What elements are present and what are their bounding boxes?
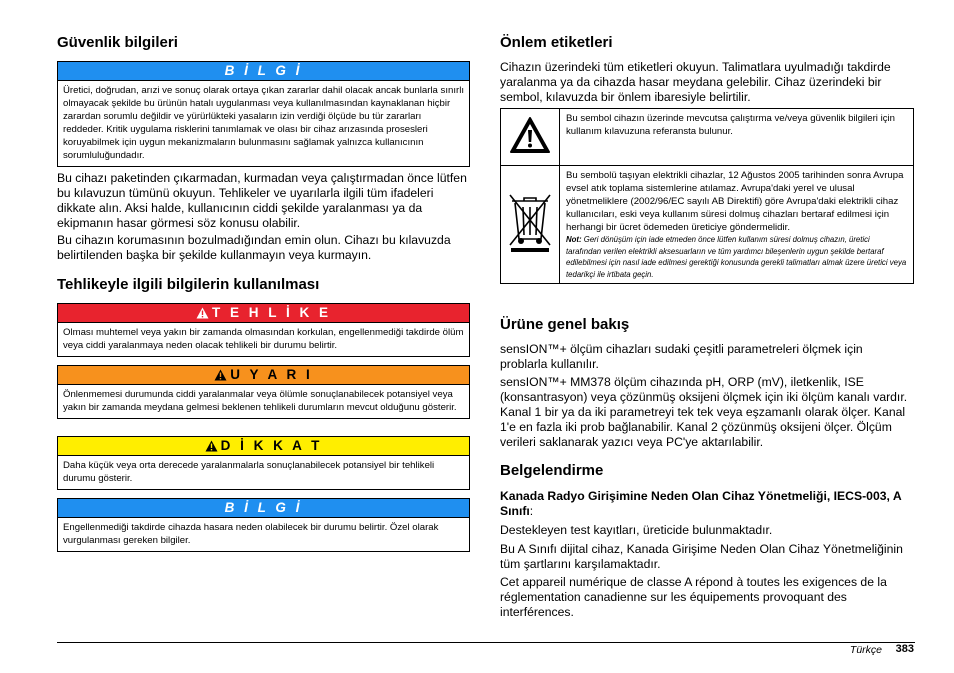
paragraph-protection: Bu cihazın korumasının bozulmadığından emin olun. Cihazı bu kılavuzda belirtilenden başka bir şekilde kullanmayın veya kurmayın. bbox=[57, 233, 451, 262]
paragraph-labels: Cihazın üzerindeki tüm etiketleri okuyun. Talimatlara uyulmadığı takdirde yaralanma ya da cihazda hasar meydana gelebilir. Cihaz üzerindeki bir sembol, kılavuzda bir önlem ibaresiyle belirtilir. bbox=[500, 60, 891, 104]
warning-triangle-icon bbox=[205, 440, 218, 452]
symbol-description: Bu sembol cihazın üzerinde mevcutsa çalıştırma ve/veya güvenlik bilgileri için kullanım kılavuzuna referansta bulunur. bbox=[560, 109, 914, 166]
warning-triangle-icon bbox=[509, 116, 551, 154]
note-box-1 bbox=[57, 61, 470, 167]
danger-header bbox=[58, 304, 469, 323]
paragraph-overview-2: sensION™+ MM378 ölçüm cihazında pH, ORP (mV), iletkenlik, ISE (konsantrasyon) veya çözünmüş oksijeni ölçmek için iki ölçüm kanalı vardır. Kanal 1 bir ya da iki parametreyi tek tek veya eşzamanlı olarak ölçer. Kanal 1'e en fazla iki prob bağlanabilir. Kanal 2 çözünmüş oksijeni ölçer. Ölçüm verileri saklanarak yazıcı veya PC'ye aktarılabilir. bbox=[500, 375, 908, 449]
heading-tehlikeyle: Tehlikeyle ilgili bilgilerin kullanılması bbox=[57, 276, 320, 293]
paragraph-records: Destekleyen test kayıtları, üreticide bulunmaktadır. bbox=[500, 523, 773, 537]
heading-guvenlik: Güvenlik bilgileri bbox=[57, 34, 178, 51]
note-header: B İ L G İ bbox=[58, 62, 469, 81]
warning-header bbox=[58, 366, 469, 385]
note-text: Üretici, doğrudan, arızi ve sonuç olarak ortaya çıkan zararlar dahil olacak ancak bunlarla sınırlı olmayacak şekilde bu ürünün hatalı uygulanması veya kullanılmasından kaynaklanan hiçbir zarardan sorumlu değildir ve yürürlükteki yasaların izin verdiği ölçüde bu tür zararları reddeder. Kritik uygulama risklerini tanımlamak ve olası bir cihaz arızasında prosesleri koruyabilmek için uygun mekanizmaların bulunmasını sağlamak yalnızca kullanıcının sorumluluğundadır. bbox=[63, 85, 465, 161]
footer-rule bbox=[57, 642, 915, 643]
warning-text: Önlenmemesi durumunda ciddi yaralanmalar veya ölümle sonuçlanabilecek potansiyel veya yakın bir zamanda meydana gelmesi beklenen tehlikeli durumların mevcut olduğunu gösterir. bbox=[63, 389, 457, 413]
paragraph-class-a: Bu A Sınıfı dijital cihaz, Kanada Girişime Neden Olan Cihaz Yönetmeliğinin tüm şartlarını karşılamaktadır. bbox=[500, 542, 903, 571]
paragraph-overview-1: sensION™+ ölçüm cihazları sudaki çeşitli parametreleri ölçmek için problarla kullanılır. bbox=[500, 342, 863, 371]
weee-note bbox=[566, 234, 907, 280]
symbol-cell bbox=[501, 166, 560, 284]
heading-urune: Ürüne genel bakış bbox=[500, 316, 630, 333]
danger-box bbox=[57, 303, 470, 357]
note-text: Engellenmediği takdirde cihazda hasara neden olabilecek bir durumu belirtir. Özel olarak vurgulanması gereken bilgiler. bbox=[63, 522, 439, 546]
footer-language: Türkçe bbox=[849, 644, 882, 656]
warning-triangle-icon bbox=[214, 369, 227, 381]
weee-crossed-bin-icon bbox=[507, 191, 553, 253]
paragraph-read-manual: Bu cihazı paketinden çıkarmadan, kurmadan veya çalıştırmadan önce lütfen bu kılavuzun tümünü okuyun. Tehlikeler ve uyarılarla ilgili tüm ifadeleri dikkate alın. Aksi halde, kullanıcının ciddi şekilde yaralanması ya da ekipmanın hasar görmesi söz konusu olabilir. bbox=[57, 171, 467, 230]
certification-subheading bbox=[500, 489, 913, 519]
symbol-table bbox=[500, 108, 914, 284]
note-label: Not: bbox=[566, 235, 582, 244]
subheading-text: Kanada Radyo Girişimine Neden Olan Cihaz Yönetmeliği, IECS-003, A Sınıfı bbox=[500, 489, 902, 518]
paragraph-french: Cet appareil numérique de classe A répond à toutes les exigences de la réglementation canadienne sur les équipements provoquant des interférences. bbox=[500, 575, 887, 619]
danger-label: T E H L İ K E bbox=[211, 305, 331, 320]
caution-box bbox=[57, 436, 470, 490]
table-row bbox=[501, 109, 914, 166]
warning-triangle-icon bbox=[196, 307, 209, 319]
note-text: Geri dönüşüm için iade etmeden önce lütfen kullanım süresi dolmuş cihazın, üretici tarafından verilen elektrikli aksesuarların ve tüm yardımcı bileşenlerin uygun şekilde bertaraf edilebilmesi için nasıl iade edilmesi gerektiği konusunda gerekli talimatları almak üzere üretici veya tedarikçi ile irtibata geçin. bbox=[566, 235, 907, 279]
symbol-cell bbox=[501, 109, 560, 166]
note-box-2 bbox=[57, 498, 470, 552]
weee-text: Bu sembolü taşıyan elektrikli cihazlar, 12 Ağustos 2005 tarihinden sonra Avrupa evsel atık toplama sistemlerine atılamaz. Avrupa'daki yerel ve ulusal yönetmeliklere (2002/96/EC sayılı AB Direktifi) göre Avrupa'daki elektrikli cihaz kullanıcıları, eski veya kullanım süresi dolmuş cihazları bertaraf edilmesi için herhangi bir ücret ödemeden üreticiye göndermelidir. bbox=[566, 170, 904, 233]
subheading-colon: : bbox=[529, 504, 534, 518]
caution-text: Daha küçük veya orta derecede yaralanmalarla sonuçlanabilecek potansiyel bir tehlikeli durumu gösterir. bbox=[63, 460, 435, 484]
symbol-description bbox=[560, 166, 914, 284]
heading-belge: Belgelendirme bbox=[500, 462, 604, 479]
warning-box bbox=[57, 365, 470, 419]
warning-label: U Y A R I bbox=[230, 367, 313, 382]
caution-header bbox=[58, 437, 469, 456]
danger-text: Olması muhtemel veya yakın bir zamanda olmasından korkulan, engellenmediği takdirde ölüm veya ciddi yaralanmaya neden olacak tehlikeli bir durumu belirtir. bbox=[63, 327, 464, 351]
caution-label: D İ K K A T bbox=[220, 438, 323, 453]
table-row bbox=[501, 166, 914, 284]
heading-onlem: Önlem etiketleri bbox=[500, 34, 613, 51]
page-number: 383 bbox=[895, 643, 914, 655]
note-header: B İ L G İ bbox=[58, 499, 469, 518]
